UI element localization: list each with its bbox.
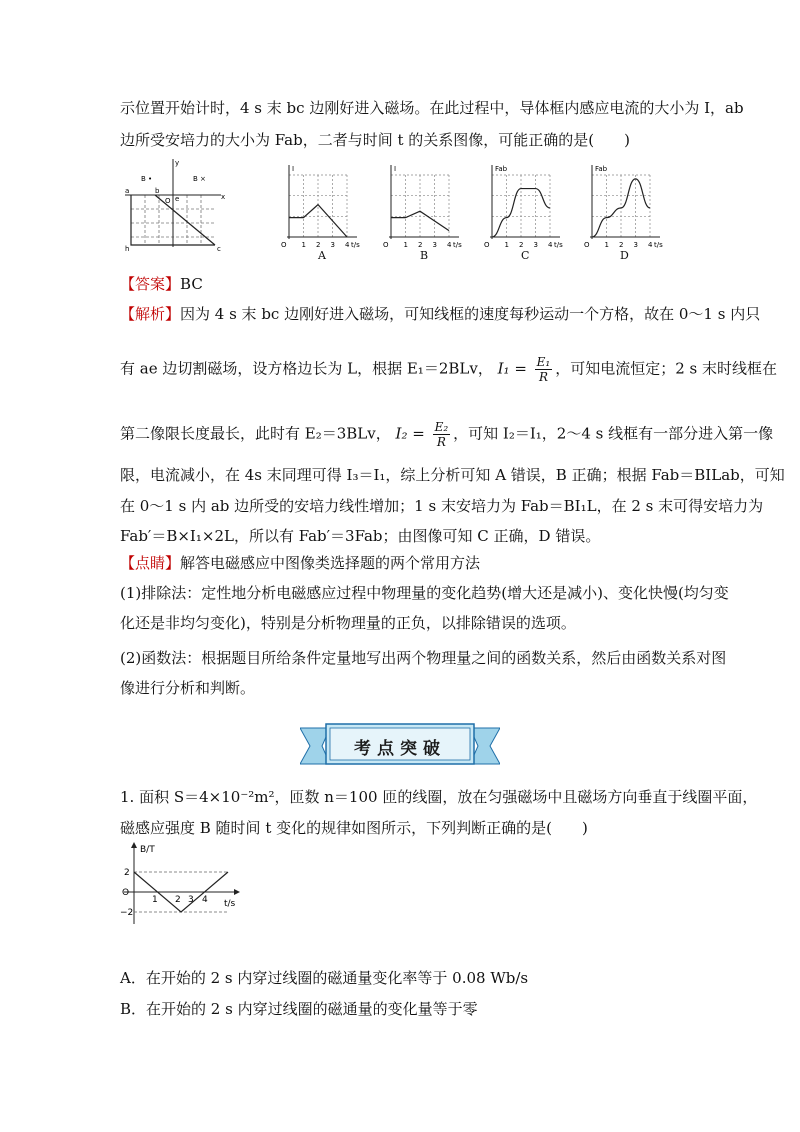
x-tick-label: 4 <box>648 241 653 249</box>
x-tick-label: O <box>383 241 389 249</box>
q1-line2: 磁感应强度 B 随时间 t 变化的规律如图所示，下列判断正确的是( ) <box>120 819 588 837</box>
question-intro-line2: 边所受安培力的大小为 Fab，二者与时间 t 的关系图像，可能正确的是( ) <box>120 131 630 149</box>
graph-b-label: B <box>420 249 429 262</box>
i2-numerator: E₂ <box>434 420 449 434</box>
setup-h-label: h <box>125 245 130 253</box>
banner-text: 考点突破 <box>354 739 446 759</box>
tip-tag: 【点睛】 <box>120 554 181 572</box>
tip-title-line <box>120 553 480 573</box>
mini-graphs <box>281 165 663 249</box>
tip-method2-b: 像进行分析和判断。 <box>120 679 256 697</box>
x-tick-label: 1 <box>504 241 509 249</box>
analysis-tag: 【解析】 <box>120 305 181 323</box>
figure-row <box>115 155 675 265</box>
x-tick-label: 2 <box>418 241 423 249</box>
q1-x-label: t/s <box>224 899 236 909</box>
x-tick-label: 2 <box>519 241 524 249</box>
setup-origin-label: O <box>165 197 171 205</box>
graph-a-label: A <box>318 249 326 262</box>
analysis-text1: 因为 4 s 末 bc 边刚好进入磁场，可知线框的速度每秒运动一个方格，故在 0～1 s 内只 <box>180 305 761 323</box>
x-tick-label: 3 <box>533 241 538 249</box>
i2-denominator: R <box>436 435 446 449</box>
x-tick-label: 2 <box>316 241 321 249</box>
y-axis-label: Fab <box>495 165 508 173</box>
i2-symbol: I₂ = <box>395 424 425 443</box>
setup-b-label: b <box>155 187 160 195</box>
q1-xtick-2: 2 <box>175 895 181 905</box>
x-axis-label: t/s <box>654 241 663 249</box>
x-tick-label: 1 <box>604 241 609 249</box>
tip-method2-a: (2)函数法：根据题目所给条件定量地写出两个物理量之间的函数关系，然后由函数关系对图 <box>120 649 727 667</box>
x-tick-label: O <box>584 241 590 249</box>
q1-y-label: B/T <box>140 845 155 855</box>
q1-line1: 1. 面积 S＝4×10⁻²m²，匝数 n＝100 匝的线圈，放在匀强磁场中且磁场方向垂直于线圈平面， <box>120 788 758 806</box>
graph-c-label: C <box>521 249 530 262</box>
question-intro-line1: 示位置开始计时，4 s 末 bc 边刚好进入磁场。在此过程中，导体框内感应电流的大小为 I，ab <box>120 99 744 117</box>
answer-tag: 【答案】 <box>120 275 181 293</box>
tip-title: 解答电磁感应中图像类选择题的两个常用方法 <box>180 554 481 572</box>
q1-xtick-3: 3 <box>188 895 194 905</box>
x-tick-label: 1 <box>301 241 306 249</box>
analysis-text3a: 第二像限长度最长，此时有 E₂＝3BLv， <box>120 424 391 443</box>
x-tick-label: 4 <box>447 241 452 249</box>
x-axis-label: t/s <box>453 241 462 249</box>
x-tick-label: O <box>484 241 490 249</box>
graph-d-label: D <box>620 249 629 262</box>
setup-e-label: e <box>175 195 180 203</box>
i1-denominator: R <box>538 370 548 384</box>
answer-value: BC <box>180 275 203 293</box>
q1-option-a[interactable]: A．在开始的 2 s 内穿过线圈的磁通量变化率等于 0.08 Wb/s <box>120 969 529 987</box>
setup-a-label: a <box>125 187 130 195</box>
section-banner <box>300 720 500 772</box>
setup-diagram <box>125 159 225 253</box>
q1-ytick-2: 2 <box>124 868 130 878</box>
i1-fraction <box>535 355 553 384</box>
x-axis-label: t/s <box>351 241 360 249</box>
analysis-text3b: ，可知 I₂＝I₁，2～4 s 线框有一部分进入第一像 <box>453 424 774 443</box>
analysis-line5: 在 0～1 s 内 ab 边所受的安培力线性增加；1 s 末安培力为 Fab＝BI₁L，在 2 s 末可得安培力为 <box>120 497 764 515</box>
analysis-line6: Fab′＝B×I₁×2L，所以有 Fab′＝3Fab；由图像可知 C 正确，D 错误。 <box>120 527 601 545</box>
y-axis-label: I <box>292 165 295 173</box>
tip-method1-a: (1)排除法：定性地分析电磁感应过程中物理量的变化趋势(增大还是减小)、变化快慢(均匀变 <box>120 584 729 602</box>
x-tick-label: O <box>281 241 287 249</box>
analysis-line4: 限，电流减小，在 4s 末同理可得 I₃＝I₁，综上分析可知 A 错误，B 正确；根据 Fab＝BILab，可知 <box>120 466 785 484</box>
setup-x-label: x <box>221 193 226 201</box>
i1-symbol: I₁ = <box>497 359 527 378</box>
setup-y-label: y <box>175 159 180 167</box>
y-axis-label: I <box>394 165 397 173</box>
x-tick-label: 3 <box>432 241 437 249</box>
y-axis-label: Fab <box>595 165 608 173</box>
setup-b-cross: B × <box>193 175 206 183</box>
analysis-line2 <box>120 355 777 384</box>
setup-c-label: c <box>217 245 221 253</box>
answer-line <box>120 274 203 294</box>
x-tick-label: 4 <box>548 241 553 249</box>
i1-numerator: E₁ <box>536 355 551 369</box>
analysis-line3 <box>120 420 773 449</box>
q1-graph <box>120 840 250 930</box>
x-tick-label: 3 <box>330 241 335 249</box>
tip-method1-b: 化还是非均匀变化)，特别是分析物理量的正负，以排除错误的选项。 <box>120 614 576 632</box>
analysis-text2a: 有 ae 边切割磁场，设方格边长为 L，根据 E₁＝2BLv， <box>120 359 493 378</box>
x-axis-label: t/s <box>554 241 563 249</box>
setup-b-dot: B • <box>141 175 153 183</box>
analysis-line1 <box>120 304 760 324</box>
q1-ytick-neg2: −2 <box>120 908 134 918</box>
x-tick-label: 3 <box>633 241 638 249</box>
x-tick-label: 2 <box>619 241 624 249</box>
x-tick-label: 4 <box>345 241 350 249</box>
q1-xtick-1: 1 <box>152 895 158 905</box>
i2-fraction <box>433 420 451 449</box>
analysis-text2b: ，可知电流恒定；2 s 末时线框在 <box>555 359 778 378</box>
q1-xtick-4: 4 <box>202 895 208 905</box>
q1-option-b[interactable]: B．在开始的 2 s 内穿过线圈的磁通量的变化量等于零 <box>120 1000 478 1018</box>
q1-origin: O <box>122 888 130 898</box>
x-tick-label: 1 <box>403 241 408 249</box>
